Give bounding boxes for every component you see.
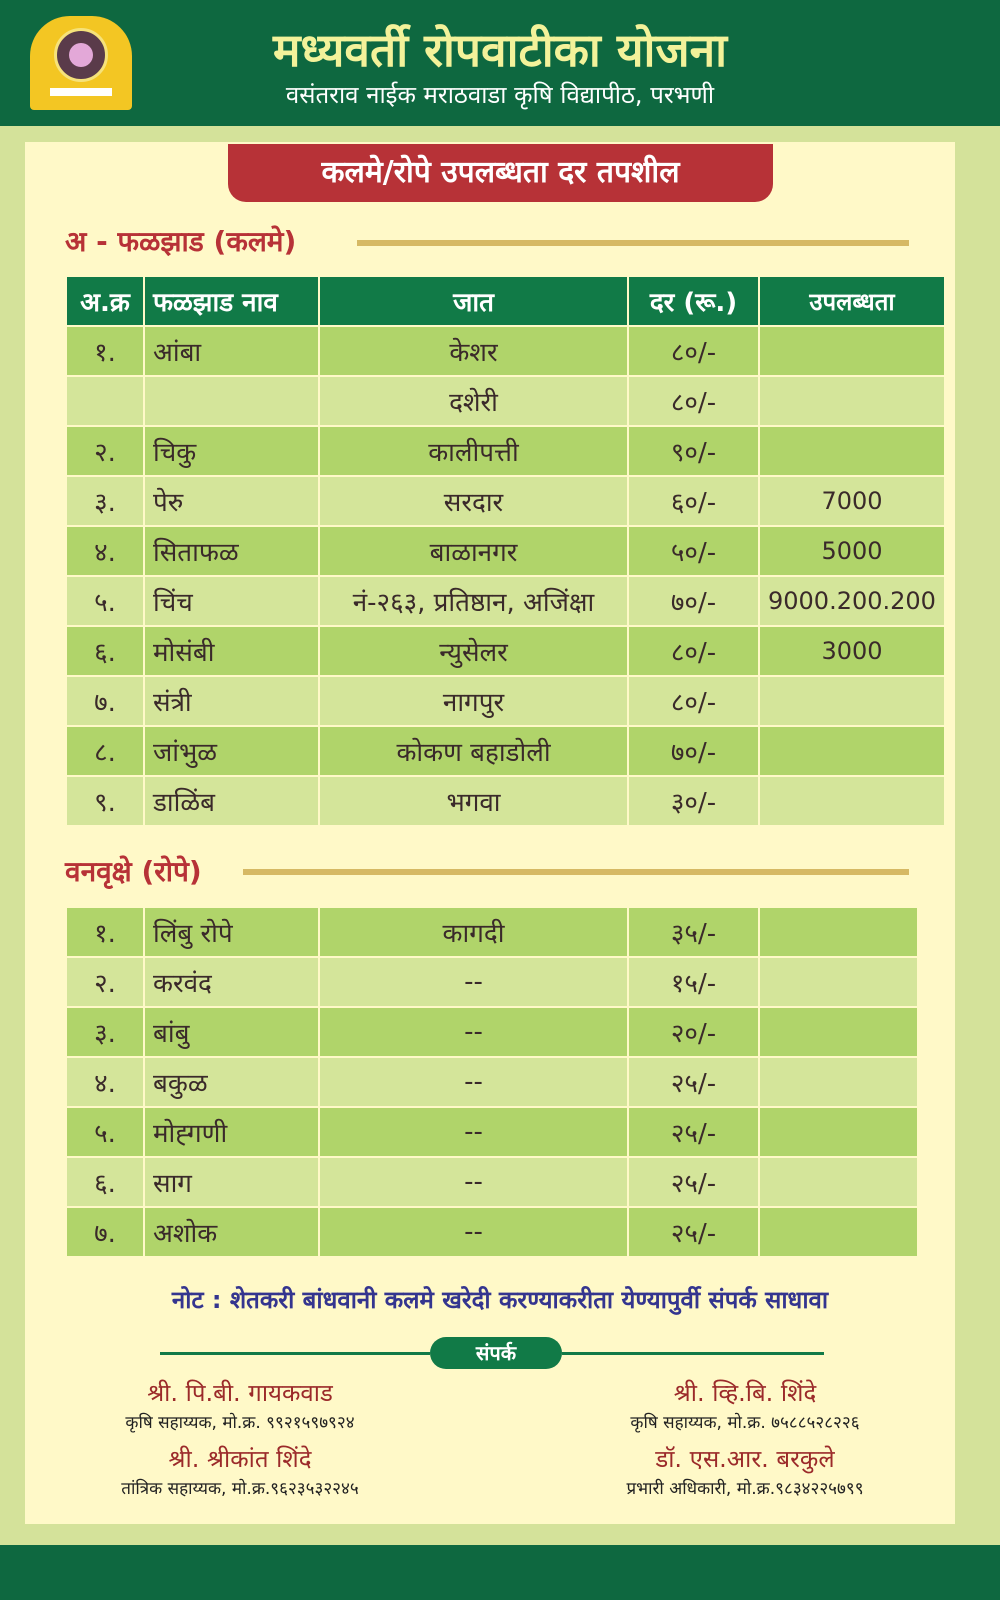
table-cell: ८०/-: [628, 676, 759, 726]
table-cell: [759, 1057, 918, 1107]
footer-bar: [0, 1545, 1000, 1600]
section-forest-title: वनवृक्षे (रोपे): [65, 855, 202, 888]
fruit-table: [65, 275, 946, 827]
table-cell: करवंद: [144, 957, 319, 1007]
table-cell: न्युसेलर: [319, 626, 628, 676]
table-cell: [759, 676, 945, 726]
contact-name: श्री. श्रीकांत शिंदे: [168, 1445, 312, 1473]
page-title: मध्यवर्ती रोपवाटीका योजना: [272, 23, 728, 77]
table-cell: ७०/-: [628, 576, 759, 626]
table-row: [66, 626, 945, 676]
table-cell: आंबा: [144, 326, 319, 376]
column-header: जात: [319, 276, 628, 326]
table-cell: २५/-: [628, 1107, 759, 1157]
contact-name: श्री. पि.बी. गायकवाड: [147, 1379, 333, 1407]
table-cell: नागपुर: [319, 676, 628, 726]
table-cell: [144, 376, 319, 426]
table-cell: ८.: [66, 726, 144, 776]
table-row: [66, 1007, 918, 1057]
table-cell: 3000: [759, 626, 945, 676]
table-cell: [759, 1007, 918, 1057]
table-cell: [66, 376, 144, 426]
banner-title: कलमे/रोपे उपलब्धता दर तपशील: [228, 144, 773, 202]
table-cell: १५/-: [628, 957, 759, 1007]
table-cell: ९०/-: [628, 426, 759, 476]
column-header: अ.क्र: [66, 276, 144, 326]
table-cell: बांबु: [144, 1007, 319, 1057]
table-cell: 9000.200.200: [759, 576, 945, 626]
table-cell: बाळानगर: [319, 526, 628, 576]
table-cell: ३५/-: [628, 907, 759, 957]
table-row: [66, 1107, 918, 1157]
contact-role: प्रभारी अधिकारी, मो.क्र.९८३४२२५७९९: [626, 1479, 864, 1499]
table-cell: ४.: [66, 1057, 144, 1107]
divider: [357, 240, 909, 246]
table-cell: ८०/-: [628, 626, 759, 676]
table-cell: ३.: [66, 1007, 144, 1057]
section-fruit-title: अ - फळझाड (कलमे): [65, 225, 297, 258]
table-row: [66, 1207, 918, 1257]
table-cell: साग: [144, 1157, 319, 1207]
table-row: [66, 1157, 918, 1207]
divider: [243, 869, 909, 875]
table-cell: 7000: [759, 476, 945, 526]
table-cell: ७०/-: [628, 726, 759, 776]
table-cell: अशोक: [144, 1207, 319, 1257]
forest-table: [65, 906, 919, 1258]
table-cell: [759, 1157, 918, 1207]
table-cell: २.: [66, 426, 144, 476]
table-cell: चिंच: [144, 576, 319, 626]
table-cell: बकुळ: [144, 1057, 319, 1107]
table-cell: कागदी: [319, 907, 628, 957]
contact-name: श्री. व्हि.बि. शिंदे: [673, 1379, 817, 1407]
divider: [562, 1352, 824, 1355]
table-cell: २०/-: [628, 1007, 759, 1057]
table-cell: ८०/-: [628, 376, 759, 426]
table-cell: सरदार: [319, 476, 628, 526]
table-cell: लिंबु रोपे: [144, 907, 319, 957]
table-cell: 5000: [759, 526, 945, 576]
table-cell: पेरु: [144, 476, 319, 526]
table-cell: जांभुळ: [144, 726, 319, 776]
table-cell: चिकु: [144, 426, 319, 476]
table-cell: केशर: [319, 326, 628, 376]
university-name: वसंतराव नाईक मराठवाडा कृषि विद्यापीठ, परभणी: [285, 81, 715, 109]
table-cell: ५.: [66, 1107, 144, 1157]
table-cell: --: [319, 957, 628, 1007]
table-cell: २५/-: [628, 1157, 759, 1207]
table-cell: डाळिंब: [144, 776, 319, 826]
table-row: [66, 376, 945, 426]
table-cell: कालीपत्ती: [319, 426, 628, 476]
contact-name: डॉ. एस.आर. बरकुले: [655, 1445, 835, 1473]
column-header: उपलब्धता: [759, 276, 945, 326]
divider: [160, 1352, 430, 1355]
table-cell: मोह्गणी: [144, 1107, 319, 1157]
table-row: [66, 476, 945, 526]
table-cell: २.: [66, 957, 144, 1007]
table-row: [66, 576, 945, 626]
table-cell: २५/-: [628, 1057, 759, 1107]
table-cell: [759, 726, 945, 776]
table-cell: [759, 1207, 918, 1257]
table-row: [66, 957, 918, 1007]
table-cell: ७.: [66, 1207, 144, 1257]
table-cell: ६.: [66, 1157, 144, 1207]
table-cell: [759, 776, 945, 826]
table-row: [66, 676, 945, 726]
table-cell: ७.: [66, 676, 144, 726]
university-logo: [30, 16, 132, 110]
table-row: [66, 726, 945, 776]
table-cell: २५/-: [628, 1207, 759, 1257]
contact-role: कृषि सहाय्यक, मो.क्र. ७५८८५२८२२६: [630, 1413, 860, 1433]
table-cell: [759, 326, 945, 376]
table-cell: --: [319, 1057, 628, 1107]
table-cell: ४.: [66, 526, 144, 576]
table-cell: --: [319, 1107, 628, 1157]
header: [0, 0, 1000, 126]
table-cell: ३०/-: [628, 776, 759, 826]
table-cell: ३.: [66, 476, 144, 526]
table-cell: नं-२६३, प्रतिष्ठान, अजिंक्षा: [319, 576, 628, 626]
table-row: [66, 776, 945, 826]
table-cell: मोसंबी: [144, 626, 319, 676]
table-cell: दशेरी: [319, 376, 628, 426]
column-header: फळझाड नाव: [144, 276, 319, 326]
table-cell: [759, 1107, 918, 1157]
table-cell: सिताफळ: [144, 526, 319, 576]
table-cell: ६०/-: [628, 476, 759, 526]
table-cell: संत्री: [144, 676, 319, 726]
table-row: [66, 526, 945, 576]
table-cell: कोकण बहाडोली: [319, 726, 628, 776]
table-cell: १.: [66, 907, 144, 957]
table-cell: ६.: [66, 626, 144, 676]
table-cell: ५.: [66, 576, 144, 626]
table-row: [66, 326, 945, 376]
table-row: [66, 907, 918, 957]
table-cell: ५०/-: [628, 526, 759, 576]
table-cell: --: [319, 1157, 628, 1207]
contact-role: कृषि सहाय्यक, मो.क्र. ९९२१५९७९२४: [125, 1413, 355, 1433]
table-cell: [759, 957, 918, 1007]
column-header: दर (रू.): [628, 276, 759, 326]
contact-role: तांत्रिक सहाय्यक, मो.क्र.९६२३५३२२४५: [121, 1479, 359, 1499]
table-cell: [759, 426, 945, 476]
table-row: [66, 426, 945, 476]
table-cell: ९.: [66, 776, 144, 826]
table-cell: ८०/-: [628, 326, 759, 376]
table-cell: --: [319, 1007, 628, 1057]
note-text: नोट : शेतकरी बांधवानी कलमे खरेदी करण्याकरीता येण्यापुर्वी संपर्क साधावा: [171, 1286, 829, 1314]
table-cell: १.: [66, 326, 144, 376]
table-cell: --: [319, 1207, 628, 1257]
contact-label: संपर्क: [430, 1337, 562, 1369]
table-row: [66, 1057, 918, 1107]
table-cell: भगवा: [319, 776, 628, 826]
table-cell: [759, 376, 945, 426]
table-cell: [759, 907, 918, 957]
